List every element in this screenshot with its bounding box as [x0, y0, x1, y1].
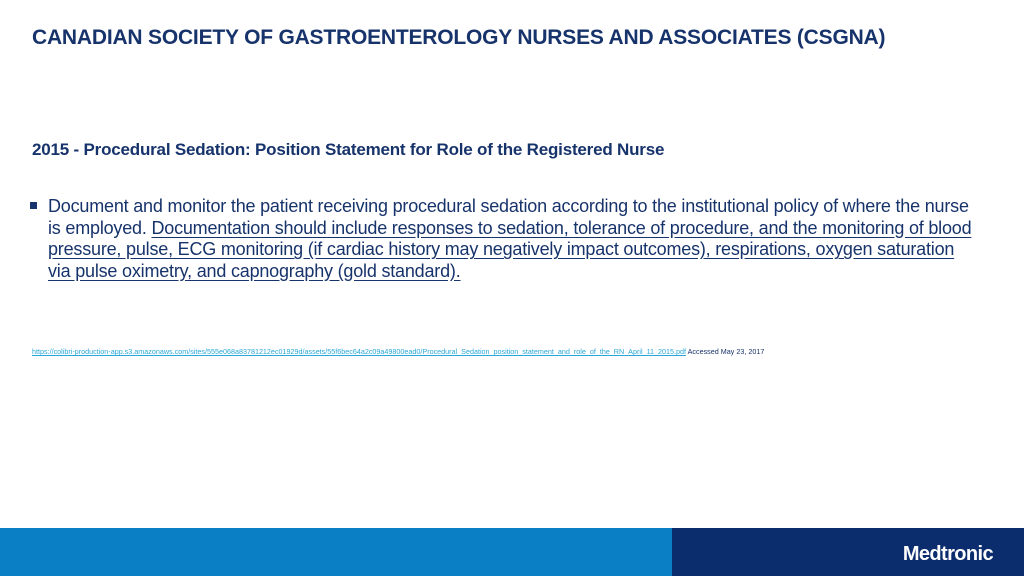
source-url-link[interactable]: https://colibri-production-app.s3.amazonaws.com/sites/555e068a83781212ec01929d/assets/55f6bec64a2c09a49800ead0/Procedural_Sedation_position_statement_and_role_of_the_RN_April_11_2015.pdf [32, 347, 686, 356]
footer-left-panel [0, 528, 672, 576]
source-citation [32, 347, 1002, 356]
slide-subtitle: 2015 - Procedural Sedation: Position Statement for Role of the Registered Nurse [32, 140, 665, 159]
bullet-text-link[interactable]: Documentation should include responses to sedation, tolerance of procedure, and the monitoring of blood pressure, pulse, ECG monitoring (if cardiac history may negatively impact outcomes), respirations, oxygen saturation via pulse oximetry, and capnography (gold standard). [48, 217, 972, 281]
footer-right-panel [672, 528, 1024, 576]
bullet-text-plain: Document and monitor the patient receiving procedural sedation according to the institutional policy of where the nurse is employed. [48, 196, 969, 238]
footer-bar [0, 528, 1024, 576]
bullet-item [30, 196, 980, 282]
slide-title: CANADIAN SOCIETY OF GASTROENTEROLOGY NURSES AND ASSOCIATES (CSGNA) [32, 26, 886, 49]
medtronic-logo: Medtronic [902, 543, 993, 565]
source-accessed-date: Accessed May 23, 2017 [686, 347, 765, 356]
bullet-text [48, 196, 980, 282]
square-bullet-icon [30, 202, 40, 209]
